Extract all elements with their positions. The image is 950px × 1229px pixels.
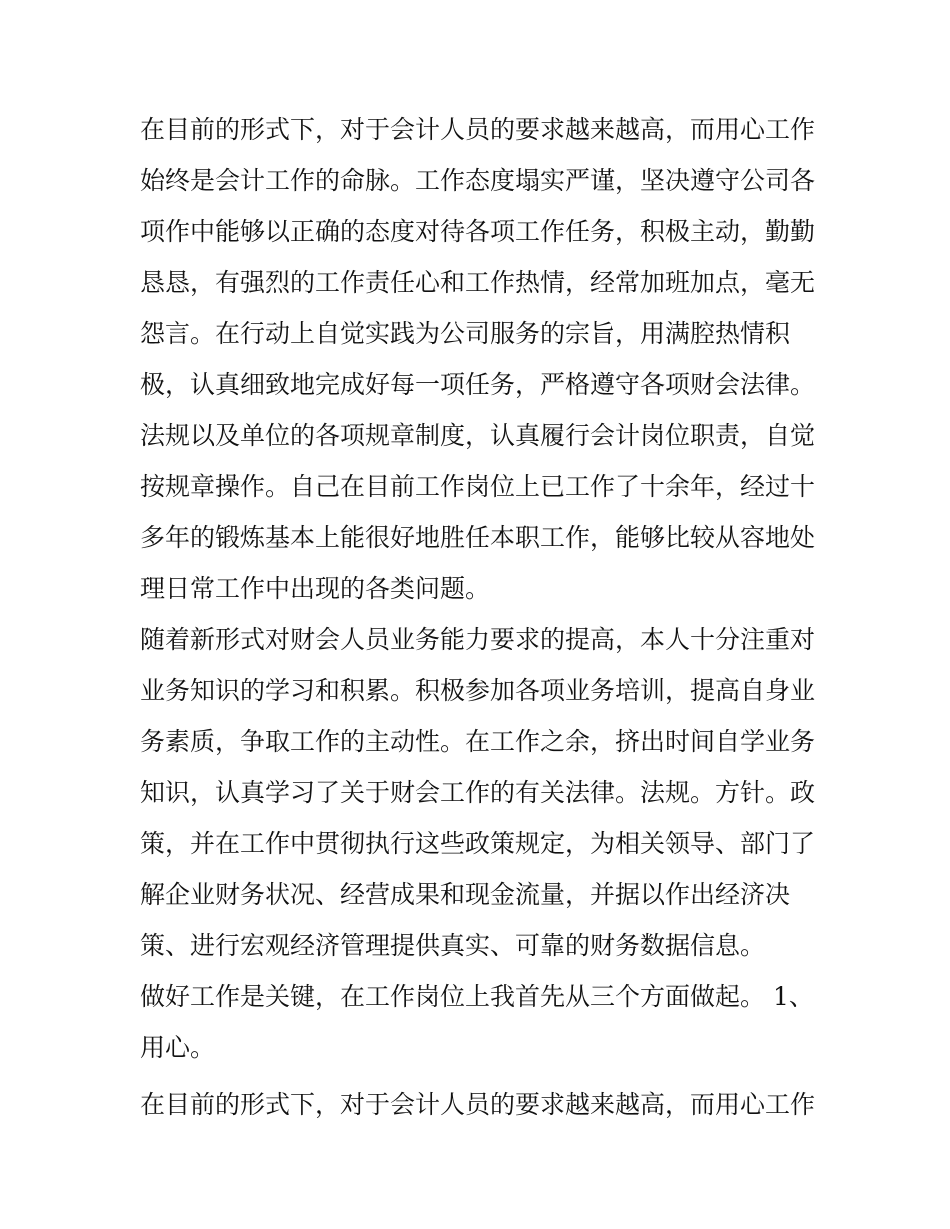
paragraph-2 <box>140 614 820 971</box>
text-line: 按规章操作。自己在目前工作岗位上已工作了十余年，经过十 <box>140 472 816 501</box>
paragraph-4 <box>140 1079 820 1130</box>
text-line: 解企业财务状况、经营成果和现金流量，并据以作出经济决 <box>140 880 791 909</box>
text-line: 极，认真细致地完成好每一项任务，严格遵守各项财会法律。 <box>140 370 816 399</box>
text-line: 法规以及单位的各项规章制度，认真履行会计岗位职责，自觉 <box>140 421 816 450</box>
text-line: 多年的锻炼基本上能很好地胜任本职工作，能够比较从容地处 <box>140 523 816 552</box>
text-line: 业务知识的学习和积累。积极参加各项业务培训，提高自身业 <box>140 676 816 705</box>
paragraph-1 <box>140 104 820 614</box>
text-line: 随着新形式对财会人员业务能力要求的提高，本人十分注重对 <box>140 625 816 654</box>
text-line: 理日常工作中出现的各类问题。 <box>140 574 491 603</box>
text-line: 恳恳，有强烈的工作责任心和工作热情，经常加班加点，毫无 <box>140 268 816 297</box>
text-line: 在目前的形式下，对于会计人员的要求越来越高，而用心工作 <box>140 115 816 144</box>
text-line: 用心。 <box>140 1033 216 1062</box>
document-body <box>140 104 820 1130</box>
text-line: 项作中能够以正确的态度对待各项工作任务，积极主动，勤勤 <box>140 217 816 246</box>
text-line: 知识，认真学习了关于财会工作的有关法律。法规。方针。政 <box>140 778 816 807</box>
text-line: 策，并在工作中贯彻执行这些政策规定，为相关领导、部门了 <box>140 829 816 858</box>
text-line: 务素质，争取工作的主动性。在工作之余，挤出时间自学业务 <box>140 727 816 756</box>
text-line: 在目前的形式下，对于会计人员的要求越来越高，而用心工作 <box>140 1090 816 1119</box>
text-line: 做好工作是关键，在工作岗位上我首先从三个方面做起。 1、 <box>140 982 814 1011</box>
text-line: 怨言。在行动上自觉实践为公司服务的宗旨，用满腔热情积 <box>140 319 791 348</box>
text-line: 策、进行宏观经济管理提供真实、可靠的财务数据信息。 <box>140 931 766 960</box>
paragraph-3 <box>140 971 820 1073</box>
text-line: 始终是会计工作的命脉。工作态度塌实严谨，坚决遵守公司各 <box>140 166 816 195</box>
